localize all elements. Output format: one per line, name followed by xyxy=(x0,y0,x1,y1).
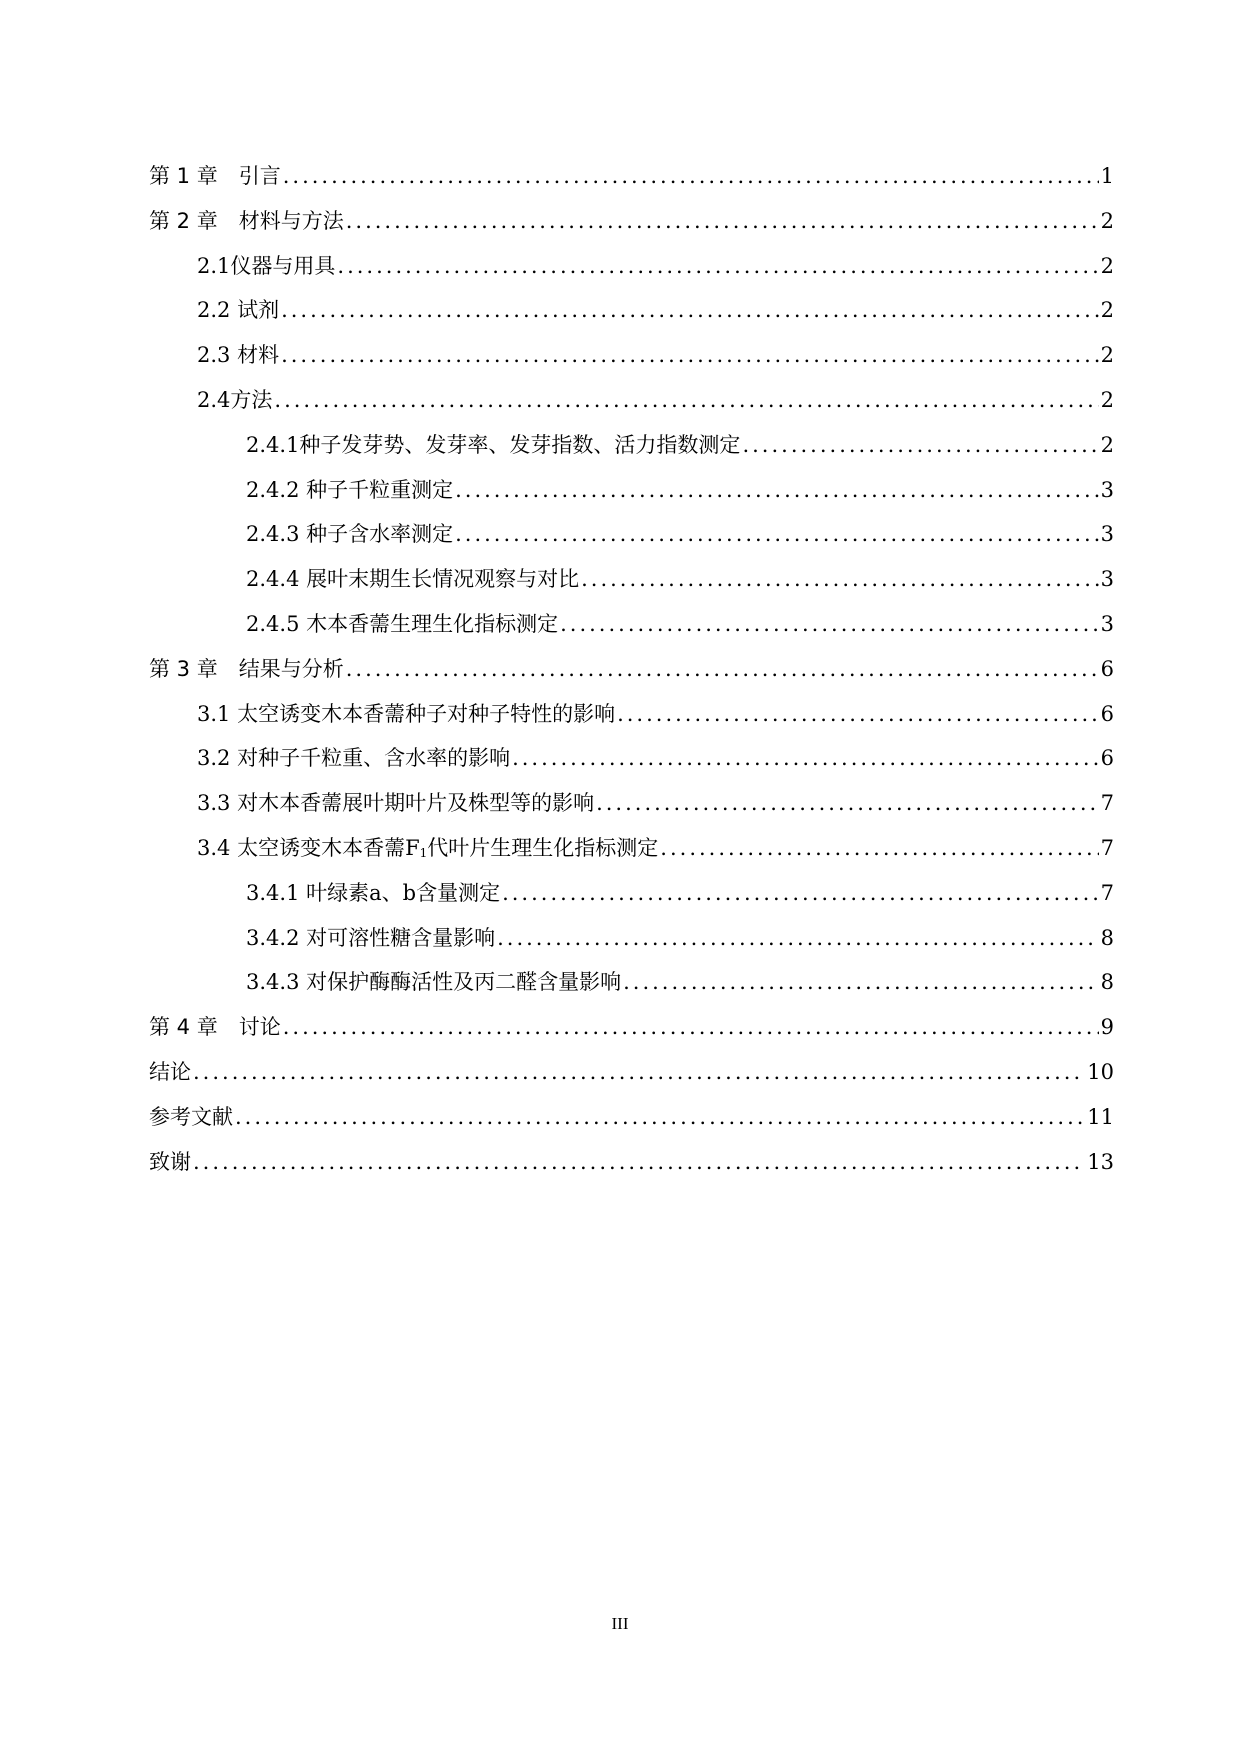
toc-entry-title: 2.4.5 木本香薷生理生化指标测定 xyxy=(246,611,559,636)
toc-entry-title: 第 3 章 结果与分析 xyxy=(149,656,344,681)
toc-entry-title: 第 4 章 讨论 xyxy=(149,1015,281,1040)
toc-leader-dots xyxy=(502,881,1099,905)
toc-entry-page: 6 xyxy=(1100,701,1114,726)
toc-entry-title: 第 1 章 引言 xyxy=(149,164,281,188)
toc-entry-page: 3 xyxy=(1100,477,1114,502)
toc-leader-dots xyxy=(617,702,1099,726)
toc-entry-conclusion[interactable] xyxy=(149,1056,1114,1101)
toc-leader-dots xyxy=(660,836,1098,860)
toc-entry-title-rest: 代叶片生理生化指标测定 xyxy=(427,835,659,860)
toc-entry-page: 3 xyxy=(1100,567,1114,592)
toc-entry-page: 2 xyxy=(1100,387,1114,412)
page-number: III xyxy=(611,1614,629,1633)
toc-entry-page: 7 xyxy=(1100,835,1114,860)
toc-leader-dots xyxy=(560,612,1099,636)
toc-entry-acknowledgements[interactable] xyxy=(149,1146,1114,1191)
toc-leader-dots xyxy=(497,926,1099,950)
toc-entry-3-3[interactable] xyxy=(149,787,1114,832)
toc-leader-dots xyxy=(623,970,1099,994)
toc-leader-dots xyxy=(235,1105,1085,1129)
toc-entry-page: 2 xyxy=(1100,253,1114,278)
toc-leader-dots xyxy=(512,746,1099,770)
toc-entry-2-4[interactable] xyxy=(149,384,1114,429)
toc-entry-title: 致谢 xyxy=(149,1149,191,1174)
toc-entry-page: 7 xyxy=(1100,880,1114,905)
toc-entry-page: 6 xyxy=(1100,746,1114,771)
toc-entry-page: 11 xyxy=(1087,1104,1114,1129)
toc-leader-dots xyxy=(455,522,1099,546)
toc-entry-page: 8 xyxy=(1100,970,1114,995)
toc-entry-ch1[interactable] xyxy=(149,160,1114,205)
toc-entry-title: 2.4.2 种子千粒重测定 xyxy=(246,477,454,502)
toc-entry-page: 2 xyxy=(1100,298,1114,323)
toc-entry-3-4[interactable] xyxy=(149,832,1114,877)
toc-leader-dots xyxy=(281,298,1099,322)
table-of-contents xyxy=(149,160,1114,1190)
toc-entry-page: 3 xyxy=(1100,522,1114,547)
toc-entry-page: 8 xyxy=(1100,925,1114,950)
toc-leader-dots xyxy=(455,478,1099,502)
toc-entry-title xyxy=(197,832,658,862)
toc-entry-2-4-1[interactable] xyxy=(149,429,1114,474)
toc-entry-2-4-2[interactable] xyxy=(149,474,1114,519)
toc-entry-page: 2 xyxy=(1100,432,1114,457)
toc-entry-title: 2.4.1种子发芽势、发芽率、发芽指数、活力指数测定 xyxy=(246,432,741,457)
toc-entry-2-2[interactable] xyxy=(149,294,1114,339)
toc-leader-dots xyxy=(283,1015,1099,1039)
toc-entry-3-4-3[interactable] xyxy=(149,966,1114,1011)
toc-entry-title: 第 2 章 材料与方法 xyxy=(149,208,344,233)
toc-entry-title: 2.4.3 种子含水率测定 xyxy=(246,522,454,547)
toc-entry-3-2[interactable] xyxy=(149,742,1114,787)
toc-entry-ch4[interactable] xyxy=(149,1011,1114,1056)
toc-entry-title: 2.2 试剂 xyxy=(197,298,280,323)
toc-entry-3-4-1[interactable] xyxy=(149,877,1114,922)
toc-entry-title: 2.3 材料 xyxy=(197,343,280,368)
toc-entry-page: 1 xyxy=(1100,164,1114,188)
toc-entry-page: 9 xyxy=(1100,1015,1114,1040)
toc-entry-3-1[interactable] xyxy=(149,698,1114,743)
toc-entry-title-main: 3.4 太空诱变木本香薷F xyxy=(197,835,420,860)
toc-leader-dots xyxy=(346,209,1099,233)
toc-entry-title: 3.3 对木本香薷展叶期叶片及株型等的影响 xyxy=(197,791,595,816)
toc-entry-ch3[interactable] xyxy=(149,653,1114,698)
toc-entry-title: 3.4.2 对可溶性糖含量影响 xyxy=(246,925,496,950)
toc-leader-dots xyxy=(742,433,1098,457)
toc-entry-2-4-4[interactable] xyxy=(149,563,1114,608)
toc-entry-3-4-2[interactable] xyxy=(149,922,1114,967)
toc-entry-title: 2.4方法 xyxy=(197,387,273,412)
toc-entry-title: 2.4.4 展叶末期生长情况观察与对比 xyxy=(246,567,580,592)
toc-leader-dots xyxy=(193,1060,1085,1084)
toc-entry-title-subscript: 1 xyxy=(419,845,428,860)
toc-entry-page: 7 xyxy=(1100,791,1114,816)
toc-entry-title: 3.4.1 叶绿素a、b含量测定 xyxy=(246,880,501,905)
toc-entry-2-4-5[interactable] xyxy=(149,608,1114,653)
toc-entry-page: 10 xyxy=(1087,1059,1114,1084)
toc-entry-2-1[interactable] xyxy=(149,250,1114,295)
toc-entry-page: 2 xyxy=(1100,343,1114,368)
toc-leader-dots xyxy=(193,1150,1085,1174)
toc-leader-dots xyxy=(281,343,1099,367)
toc-leader-dots xyxy=(274,388,1098,412)
toc-entry-title: 参考文献 xyxy=(149,1104,233,1129)
toc-entry-page: 2 xyxy=(1100,208,1114,233)
toc-entry-title: 3.1 太空诱变木本香薷种子对种子特性的影响 xyxy=(197,701,616,726)
toc-leader-dots xyxy=(337,254,1098,278)
toc-entry-title: 2.1仪器与用具 xyxy=(197,253,336,278)
toc-entry-page: 3 xyxy=(1100,611,1114,636)
toc-entry-page: 13 xyxy=(1087,1149,1114,1174)
toc-entry-title: 3.4.3 对保护酶酶活性及丙二醛含量影响 xyxy=(246,970,622,995)
toc-leader-dots xyxy=(346,657,1099,681)
toc-entry-2-3[interactable] xyxy=(149,339,1114,384)
toc-leader-dots xyxy=(283,164,1099,188)
toc-entry-title: 结论 xyxy=(149,1059,191,1084)
toc-leader-dots xyxy=(581,567,1099,591)
toc-entry-title: 3.2 对种子千粒重、含水率的影响 xyxy=(197,746,511,771)
toc-entry-ch2[interactable] xyxy=(149,205,1114,250)
toc-entry-references[interactable] xyxy=(149,1101,1114,1146)
toc-entry-2-4-3[interactable] xyxy=(149,518,1114,563)
toc-leader-dots xyxy=(596,791,1099,815)
toc-entry-page: 6 xyxy=(1100,656,1114,681)
